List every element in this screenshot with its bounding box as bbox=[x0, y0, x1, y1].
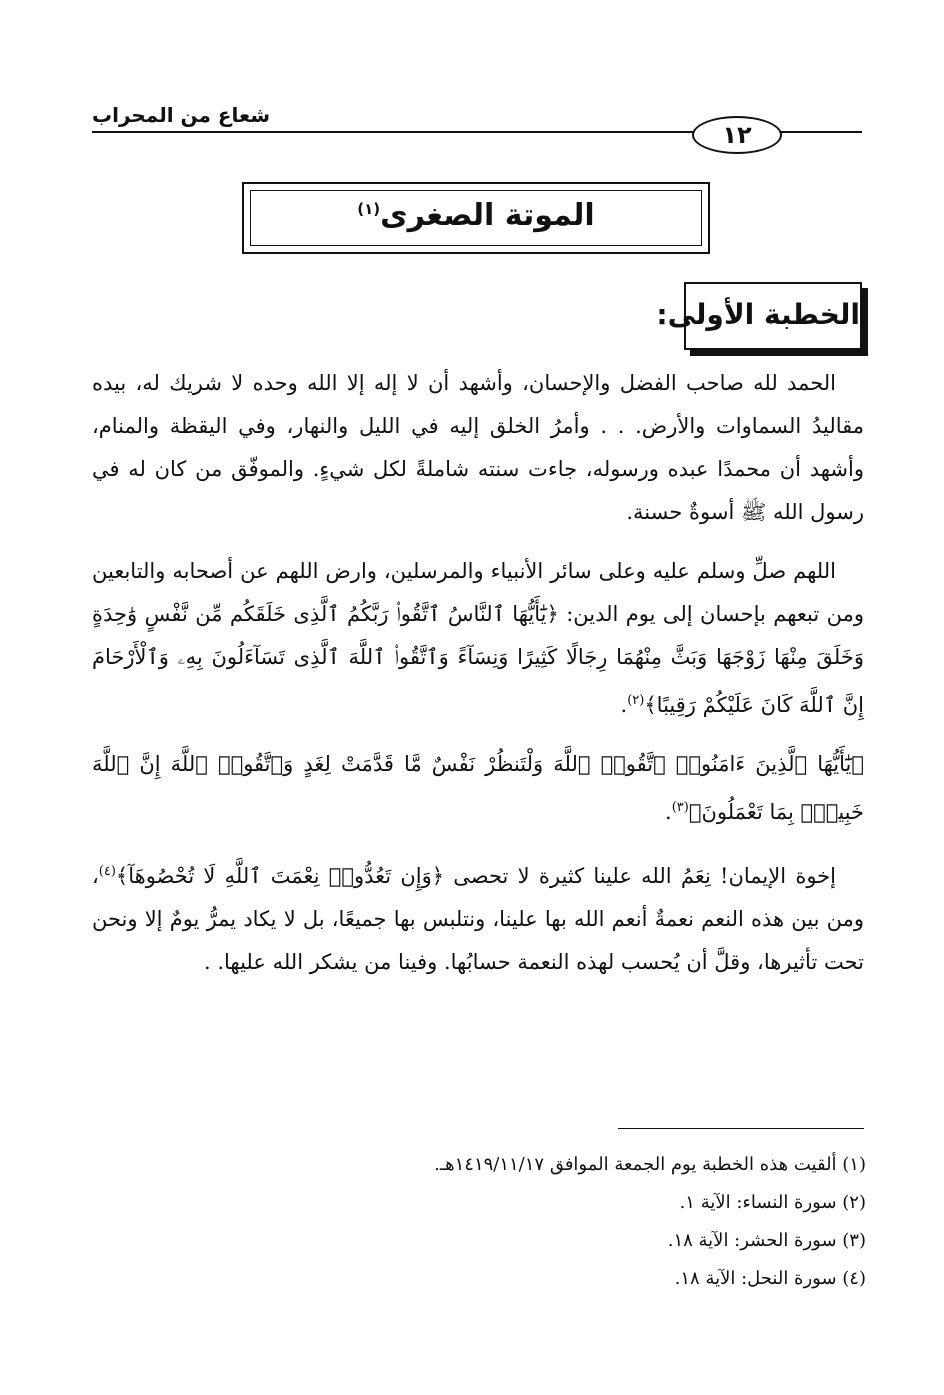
section-heading: الخطبة الأولى: bbox=[656, 298, 860, 331]
paragraph-tail: . bbox=[665, 800, 672, 824]
paragraph-text: إخوة الإيمان! نِعَمُ الله علينا كثيرة لا تحصى ﴿وَإِن تَعُدُّوا۟ نِعْمَتَ ٱللَّهِ لَا تُحْصُوهَآ﴾ bbox=[115, 864, 836, 888]
title-footnote-marker: (١) bbox=[357, 200, 381, 218]
footnote-4: (٤) سورة النحل: الآية ١٨. bbox=[674, 1268, 866, 1289]
sermon-body bbox=[92, 362, 864, 1000]
footnote-separator bbox=[618, 1128, 864, 1129]
paragraph-3 bbox=[92, 743, 864, 834]
page-title bbox=[244, 198, 708, 233]
section-heading-frame bbox=[656, 282, 862, 350]
running-title: شعاع من المحراب bbox=[92, 103, 271, 127]
footnote-1: (١) ألقيت هذه الخطبة يوم الجمعة الموافق ١٤١٩/١١/١٧هـ. bbox=[434, 1154, 866, 1175]
paragraph-tail: ، ومن بين هذه النعم نعمةٌ أنعم الله بها علينا، ونتلبس بها جميعًا، بل لا يكاد يمرُّ يومٌ إلا ونحن تحت تأثيرها، وقلَّ أن يُحسب لهذه النعمة حسابُها. وفينا من يشكر الله عليها. . bbox=[92, 864, 864, 974]
footnote-marker: (٢) bbox=[627, 693, 645, 708]
footnote-3: (٣) سورة الحشر: الآية ١٨. bbox=[667, 1230, 866, 1251]
footnotes bbox=[92, 1146, 866, 1298]
footnote-marker: (٤) bbox=[98, 864, 116, 879]
paragraph-text: ﴿يَٰٓأَيُّهَا ٱلَّذِينَ ءَامَنُوا۟ ٱتَّقُوا۟ ٱللَّهَ وَلْتَنظُرْ نَفْسٌ مَّا قَدَّمَتْ لِغَدٍ وَٱتَّقُوا۟ ٱللَّهَ إِنَّ ٱللَّهَ خَبِيرٌۢ بِمَا تَعْمَلُونَ﴾ bbox=[92, 752, 864, 824]
paragraph-tail: . bbox=[620, 693, 628, 717]
paragraph-text: الحمد لله صاحب الفضل والإحسان، وأشهد أن لا إله إلا الله وحده لا شريك له، بيده مقاليدُ السماوات والأرض. . . وأمرُ الخلق إليه في الليل والنهار، وفي اليقظة والمنام، وأشهد أن محمدًا عبده ورسوله، جاءت سنته شاملةً لكل شيءٍ. والموفّق من كان له في رسول الله ﷺ أسوةٌ حسنة. bbox=[92, 371, 864, 524]
footnote-marker: (٣) bbox=[671, 800, 689, 815]
paragraph-2 bbox=[92, 550, 864, 727]
footnote-2: (٢) سورة النساء: الآية ١. bbox=[679, 1192, 866, 1213]
page-number: ١٢ bbox=[692, 116, 782, 154]
paragraph-text: اللهم صلِّ وسلم عليه وعلى سائر الأنبياء والمرسلين، وارض اللهم عن أصحابه والتابعين ومن تبعهم بإحسان إلى يوم الدين: ﴿يَٰٓأَيُّهَا ٱلنَّاسُ ٱتَّقُوا۟ رَبَّكُمُ ٱلَّذِى خَلَقَكُم مِّن نَّفْسٍ وَٰحِدَةٍ وَخَلَقَ مِنْهَا زَوْجَهَا وَبَثَّ مِنْهُمَا رِجَالًا كَثِيرًا وَنِسَآءً وَٱتَّقُوا۟ ٱللَّهَ ٱلَّذِى تَسَآءَلُونَ بِهِۦ وَٱلْأَرْحَامَ إِنَّ ٱللَّهَ كَانَ عَلَيْكُمْ رَقِيبًا﴾ bbox=[92, 559, 864, 717]
paragraph-4 bbox=[92, 850, 864, 984]
title-frame bbox=[242, 182, 710, 254]
title-text: الموتة الصغرى bbox=[380, 198, 595, 233]
paragraph-1 bbox=[92, 362, 864, 534]
